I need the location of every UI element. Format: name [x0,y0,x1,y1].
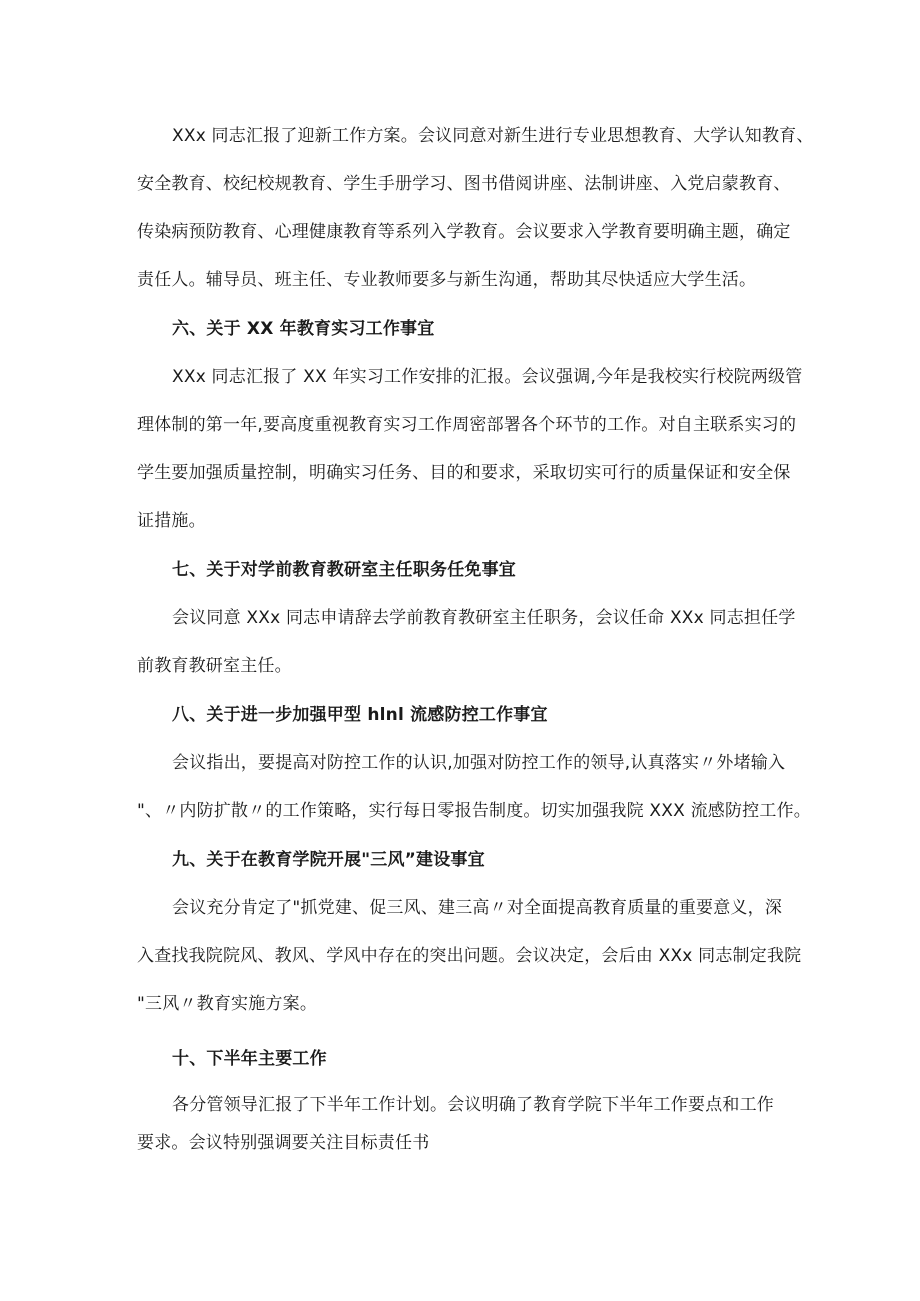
paragraph-line: 前教育教研室主任。 [137,656,292,676]
paragraph-line: XXx 同志汇报了 XX 年实习工作安排的汇报。会议强调,今年是我校实行校院两级管 [172,367,803,387]
paragraph-line: 会议指出，要提高对防控工作的认识,加强对防控工作的领导,认真落实〃外堵输入 [172,753,786,773]
section-heading: 六、关于 XX 年教育实习工作事宜 [172,319,435,339]
paragraph-line: 学生要加强质量控制，明确实习任务、目的和要求，采取切实可行的质量保证和安全保 [137,463,791,483]
paragraph-line: 理体制的第一年,要高度重视教育实习工作周密部署各个环节的工作。对自主联系实习的 [137,415,797,435]
paragraph-line: 入查找我院院风、教风、学风中存在的突出问题。会议决定，会后由 XXx 同志制定我院 [137,946,802,966]
paragraph-line: 各分管领导汇报了下半年工作计划。会议明确了教育学院下半年工作要点和工作 [172,1095,774,1115]
paragraph-line: 传染病预防教育、心理健康教育等系列入学教育。会议要求入学教育要明确主题，确定 [137,222,791,242]
paragraph-line: 要求。会议特别强调要关注目标责任书 [137,1133,430,1153]
paragraph-line: 证措施。 [137,511,206,531]
paragraph-line: "三风〃教育实施方案。 [137,994,318,1014]
section-heading: 十、下半年主要工作 [172,1049,327,1069]
paragraph-line: XXx 同志汇报了迎新工作方案。会议同意对新生进行专业思想教育、大学认知教育、 [172,126,814,146]
paragraph-line: "、〃内防扩散〃的工作策略，实行每日零报告制度。切实加强我院 XXX 流感防控工作。 [137,801,811,821]
paragraph-line: 会议同意 XXx 同志申请辞去学前教育教研室主任职务，会议任命 XXx 同志担任学 [172,608,796,628]
paragraph-line: 责任人。辅导员、班主任、专业教师要多与新生沟通，帮助其尽快适应大学生活。 [137,270,757,290]
section-heading: 九、关于在教育学院开展"三风”建设事宜 [172,850,485,870]
section-heading: 七、关于对学前教育教研室主任职务任免事宜 [172,560,516,580]
paragraph-line: 会议充分肯定了"抓党建、促三风、建三高〃对全面提高教育质量的重要意义，深 [172,898,783,918]
section-heading: 八、关于进一步加强甲型 hlnl 流感防控工作事宜 [172,705,548,725]
paragraph-line: 安全教育、校纪校规教育、学生手册学习、图书借阅讲座、法制讲座、入党启蒙教育、 [137,174,791,194]
